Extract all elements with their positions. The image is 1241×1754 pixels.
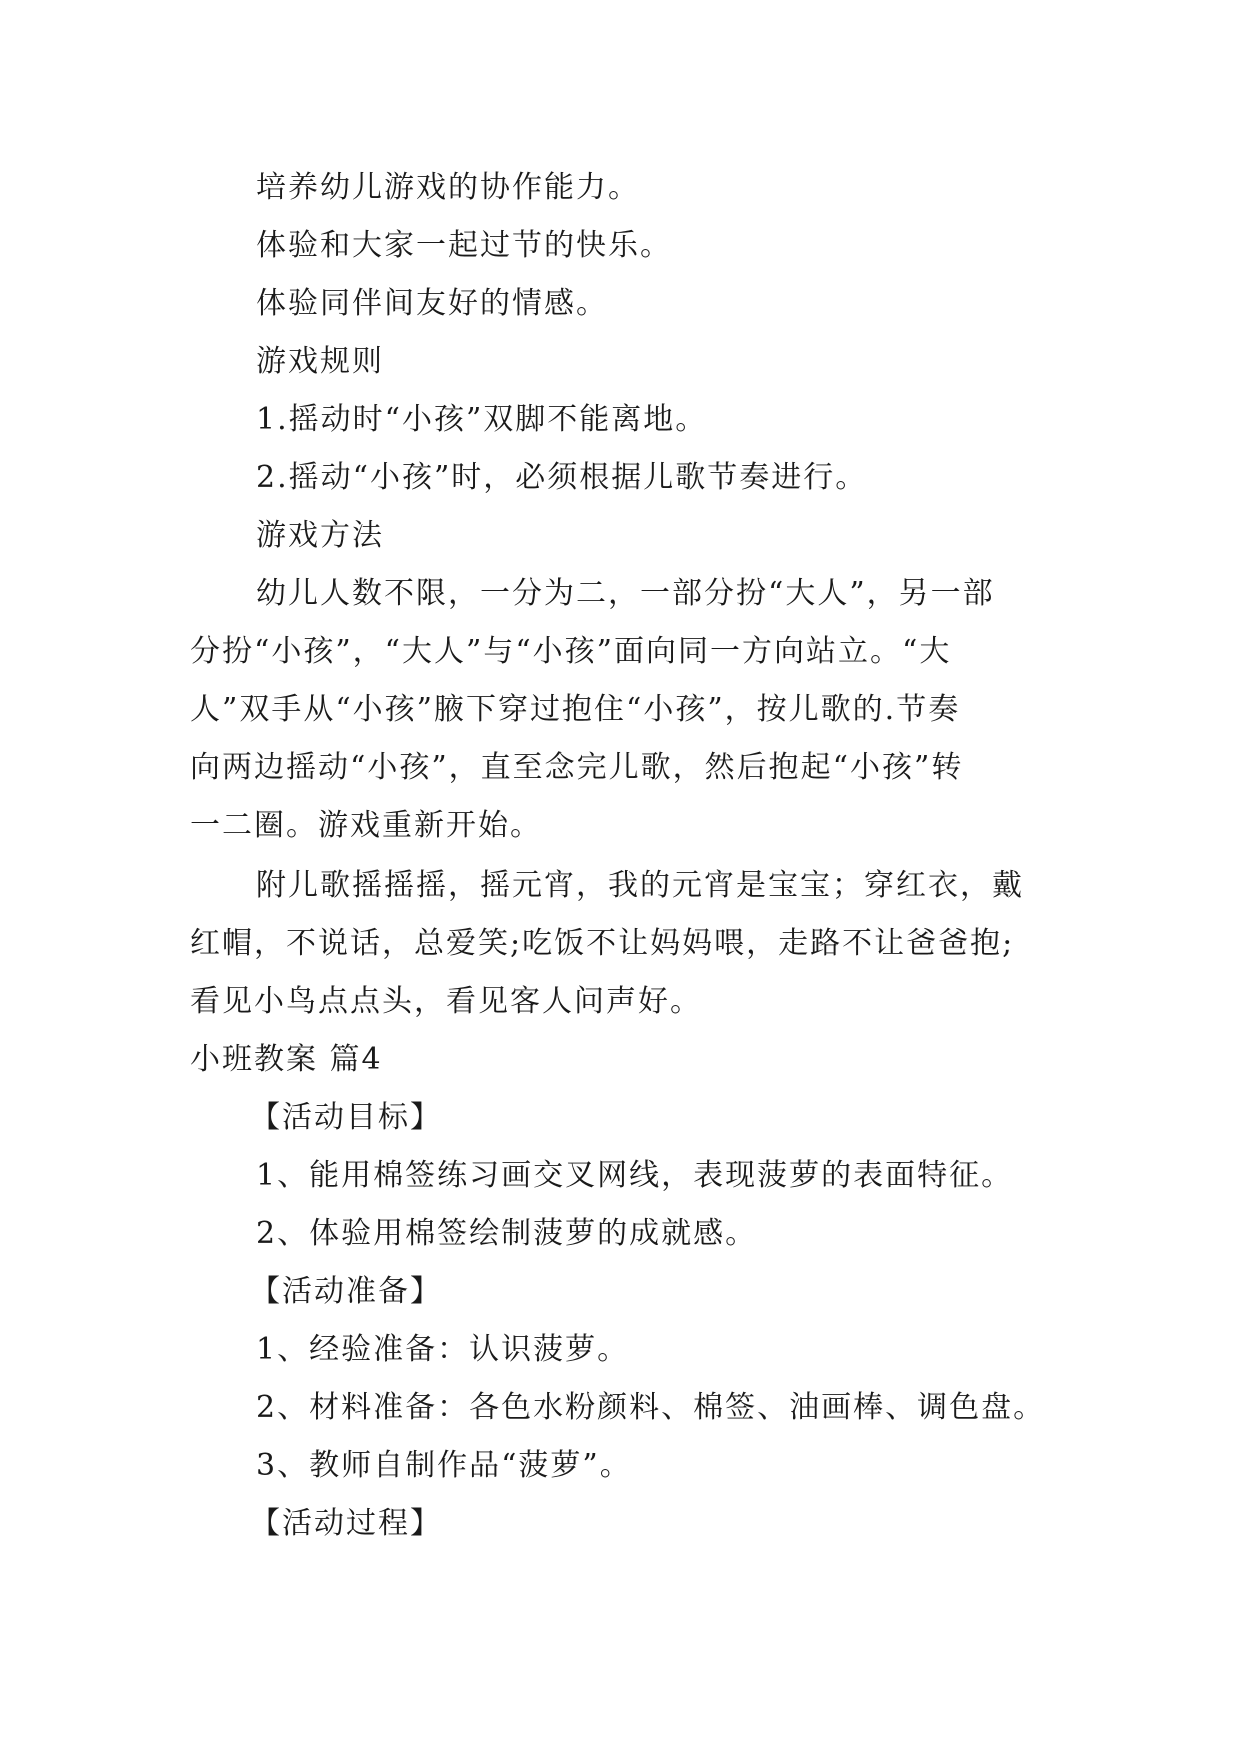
goal-line-1: 培养幼儿游戏的协作能力。 (256, 170, 640, 205)
activity-process-heading: 【活动过程】 (250, 1506, 442, 1541)
goal-line-3: 体验同伴间友好的情感。 (256, 286, 608, 321)
method-para-line-5: 一二圈。游戏重新开始。 (190, 808, 542, 843)
rhyme-line-2: 红帽，不说话，总爱笑;吃饭不让妈妈喂，走路不让爸爸抱; (190, 926, 1015, 961)
method-para-line-4: 向两边摇动“小孩”，直至念完儿歌，然后抱起“小孩”转 (190, 750, 964, 785)
rhyme-line-3: 看见小鸟点点头，看见客人问声好。 (190, 984, 702, 1019)
activity-goal-1: 1、能用棉签练习画交叉网线，表现菠萝的表面特征。 (256, 1158, 1014, 1193)
rules-heading: 游戏规则 (256, 344, 384, 379)
section-title: 小班教案 篇4 (190, 1042, 383, 1077)
rule-1: 1.摇动时“小孩”双脚不能离地。 (256, 402, 708, 437)
activity-goal-2: 2、体验用棉签绘制菠萝的成就感。 (256, 1216, 758, 1251)
rule-2: 2.摇动“小孩”时，必须根据儿歌节奏进行。 (256, 460, 868, 495)
goal-line-2: 体验和大家一起过节的快乐。 (256, 228, 672, 263)
method-para-line-2: 分扮“小孩”，“大人”与“小孩”面向同一方向站立。“大 (190, 634, 952, 669)
activity-prep-heading: 【活动准备】 (250, 1274, 442, 1309)
method-para-line-1: 幼儿人数不限，一分为二，一部分扮“大人”，另一部 (256, 576, 995, 611)
rhyme-line-1: 附儿歌摇摇摇，摇元宵，我的元宵是宝宝；穿红衣，戴 (256, 868, 1024, 903)
prep-item-3: 3、教师自制作品“菠萝”。 (256, 1448, 632, 1483)
activity-goals-heading: 【活动目标】 (250, 1100, 442, 1135)
prep-item-1: 1、经验准备：认识菠萝。 (256, 1332, 630, 1367)
method-heading: 游戏方法 (256, 518, 384, 553)
prep-item-2: 2、材料准备：各色水粉颜料、棉签、油画棒、调色盘。 (256, 1390, 1046, 1425)
method-para-line-3: 人”双手从“小孩”腋下穿过抱住“小孩”，按儿歌的.节奏 (190, 692, 961, 727)
